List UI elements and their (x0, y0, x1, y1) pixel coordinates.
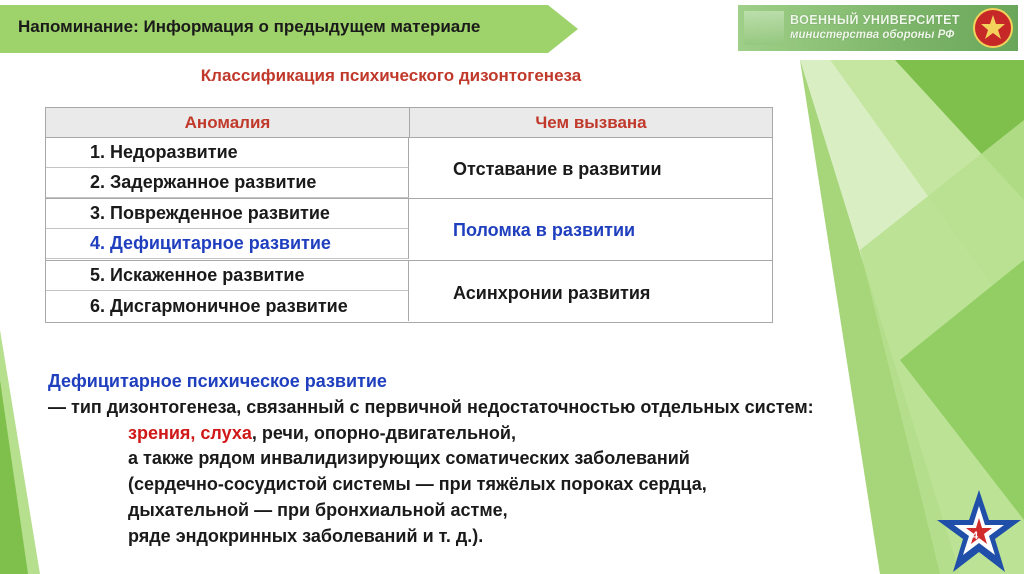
table-row: 6. Дисгармоничное развитие (46, 291, 409, 321)
slide-title: Классификация психического дизонтогенеза (200, 66, 582, 85)
table-row: 3. Поврежденное развитие (46, 199, 409, 229)
definition-line: а также рядом инвалидизирующих соматических заболеваний (128, 448, 690, 468)
definition-line (128, 423, 516, 444)
header-prefix: Напоминание: (18, 17, 139, 36)
definition-line: — тип дизонтогенеза, связанный с первичной недостаточностью отдельных систем: (48, 397, 814, 417)
logo-line1: ВОЕННЫЙ УНИВЕРСИТЕТ (790, 13, 960, 27)
page-number: 4 (972, 530, 979, 542)
logo-line2: министерства обороны РФ (790, 29, 955, 41)
cause-cell: Отставание в развитии (453, 159, 662, 179)
table-row: 2. Задержанное развитие (46, 168, 409, 198)
table-header-anomaly: Аномалия (46, 108, 410, 137)
emblem-icon (972, 7, 1014, 49)
highlight-senses: зрения, слуха (128, 423, 252, 443)
university-logo (738, 5, 1018, 51)
star-icon (936, 488, 1022, 574)
classification-table (45, 107, 773, 323)
table-row-highlighted: 4. Дефицитарное развитие (46, 229, 409, 259)
definition-heading: Дефицитарное психическое развитие (48, 371, 387, 391)
table-row: 5. Искаженное развитие (46, 261, 409, 291)
table-header-cause: Чем вызвана (410, 108, 772, 137)
definition-line-rest: , речи, опорно-двигательной, (251, 423, 516, 443)
definition-line: дыхательной — при бронхиальной астме, (128, 500, 508, 520)
header-title (18, 17, 480, 37)
building-image (744, 11, 784, 45)
definition-line: (сердечно-сосудистой системы — при тяжёлых пороках сердца, (128, 474, 707, 494)
cause-cell-highlighted: Поломка в развитии (453, 220, 636, 240)
cause-cell: Асинхронии развития (453, 283, 651, 303)
definition-line: ряде эндокринных заболеваний и т. д.). (128, 526, 484, 546)
table-row: 1. Недоразвитие (46, 138, 409, 168)
header-title-text: Информация о предыдущем материале (143, 17, 481, 36)
